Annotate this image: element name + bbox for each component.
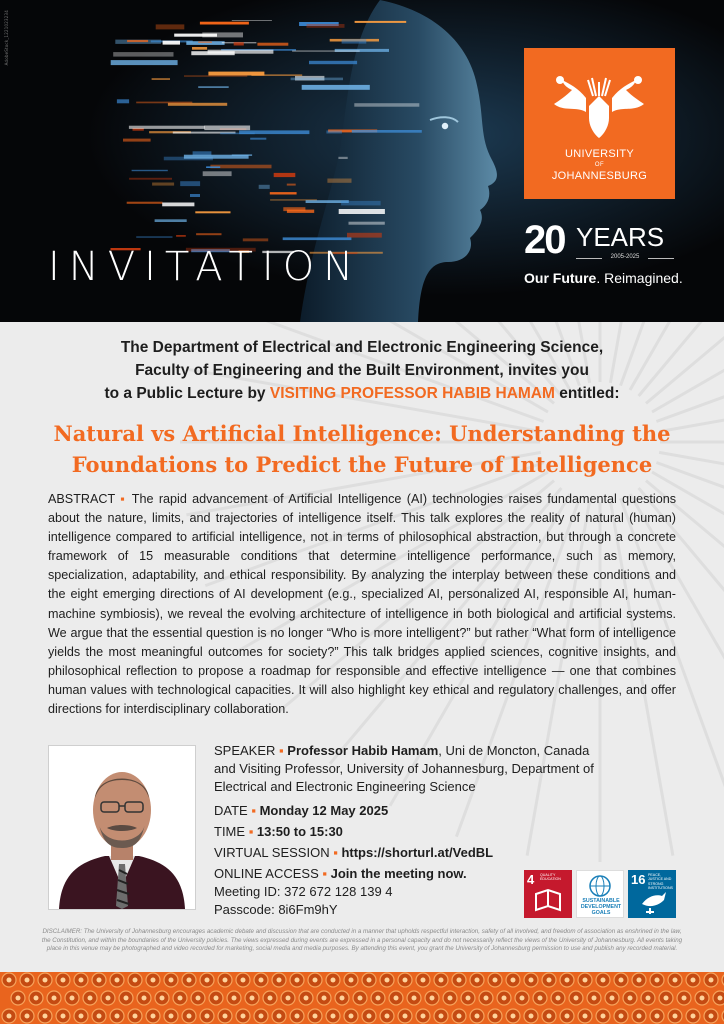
sdg-4-number: 4 bbox=[527, 872, 535, 887]
speaker-label: SPEAKER bbox=[214, 743, 276, 758]
footer-dot-center bbox=[313, 1014, 318, 1019]
anniversary-range: 2005-2025 bbox=[576, 254, 674, 260]
speaker-portrait bbox=[49, 746, 195, 909]
glitch-strip bbox=[113, 52, 173, 57]
glitch-strip bbox=[132, 170, 168, 171]
glitch-strip bbox=[190, 194, 200, 197]
glitch-strip bbox=[257, 43, 288, 46]
footer-dot-center bbox=[169, 978, 174, 983]
footer-dot-center bbox=[529, 978, 534, 983]
glitch-strip bbox=[198, 86, 229, 88]
tagline-rest: . Reimagined. bbox=[596, 270, 683, 286]
online-label: ONLINE ACCESS bbox=[214, 866, 319, 881]
footer-dot-center bbox=[511, 1014, 516, 1019]
footer-dot-center bbox=[70, 996, 75, 1001]
footer-dot-center bbox=[34, 996, 39, 1001]
glitch-strip bbox=[302, 85, 370, 90]
footer-dot-center bbox=[259, 1014, 264, 1019]
speaker-line-2: and Visiting Professor, University of Johannesburg, Department of bbox=[214, 761, 594, 776]
footer-dot-center bbox=[349, 978, 354, 983]
speaker-line-3: Electrical and Electronic Engineering Science bbox=[214, 779, 476, 794]
glitch-strip bbox=[198, 41, 212, 43]
glitch-strip bbox=[200, 22, 249, 25]
footer-dot-center bbox=[250, 996, 255, 1001]
lecture-title-line-1: Natural vs Artificial Intelligence: Understanding the bbox=[53, 421, 671, 446]
glitch-strip bbox=[283, 237, 352, 240]
glitch-strip bbox=[184, 75, 247, 77]
footer-dot-center bbox=[331, 1014, 336, 1019]
footer-dot-center bbox=[295, 1014, 300, 1019]
glitch-strip bbox=[192, 47, 207, 50]
footer-dot-center bbox=[169, 1014, 174, 1019]
footer-dot-center bbox=[295, 978, 300, 983]
footer-dot-center bbox=[79, 978, 84, 983]
footer-dot-center bbox=[475, 978, 480, 983]
glitch-strip bbox=[117, 99, 129, 103]
speaker-photo bbox=[48, 745, 196, 910]
footer-dot-center bbox=[331, 978, 336, 983]
footer-dot-center bbox=[277, 1014, 282, 1019]
footer-dot-center bbox=[214, 996, 219, 1001]
glitch-strip bbox=[174, 34, 217, 37]
abstract bbox=[48, 490, 676, 719]
footer-dot-center bbox=[637, 978, 642, 983]
footer-dot-center bbox=[322, 996, 327, 1001]
footer-dot-center bbox=[601, 978, 606, 983]
footer-pattern bbox=[0, 972, 724, 1024]
intro-line-1: The Department of Electrical and Electronic Engineering Science, bbox=[120, 339, 604, 356]
footer-dot-center bbox=[25, 1014, 30, 1019]
footer-dot-center bbox=[664, 996, 669, 1001]
glitch-strip bbox=[220, 133, 255, 135]
time-row: TIME ▪ 13:50 to 15:30 bbox=[214, 824, 343, 839]
footer-dot-center bbox=[7, 978, 12, 983]
glitch-strip bbox=[309, 61, 357, 64]
date-value: Monday 12 May 2025 bbox=[259, 803, 389, 818]
footer-dot-center bbox=[700, 996, 705, 1001]
footer-dot-center bbox=[349, 1014, 354, 1019]
sdg-16-text: PEACE, JUSTICE AND STRONG INSTITUTIONS bbox=[648, 873, 673, 891]
footer-dot-center bbox=[223, 978, 228, 983]
glitch-strip bbox=[162, 203, 194, 207]
glitch-strip bbox=[152, 183, 174, 186]
footer-dot-center bbox=[25, 978, 30, 983]
glitch-strip bbox=[184, 155, 249, 159]
speaker-affiliation: , Uni de Moncton, Canada bbox=[438, 743, 590, 758]
glitch-strip bbox=[283, 207, 305, 211]
book-icon bbox=[524, 870, 572, 918]
footer-dot-center bbox=[457, 1014, 462, 1019]
glitch-strip bbox=[176, 235, 186, 237]
footer-dot-center bbox=[367, 978, 372, 983]
footer-dot-center bbox=[178, 996, 183, 1001]
tagline bbox=[524, 270, 683, 286]
sdg-4-badge bbox=[524, 870, 572, 918]
glitch-strip bbox=[292, 51, 360, 52]
speaker-name: Professor Habib Hamam bbox=[287, 743, 439, 758]
glitch-strip bbox=[287, 184, 296, 186]
glitch-strip bbox=[274, 173, 296, 177]
glitch-strip bbox=[156, 24, 185, 29]
glitch-strip bbox=[339, 209, 385, 214]
glitch-strip bbox=[203, 171, 232, 176]
footer-dot-center bbox=[160, 996, 165, 1001]
footer-dot-center bbox=[43, 1014, 48, 1019]
glitch-strip bbox=[129, 178, 172, 180]
glitch-strip bbox=[342, 39, 367, 44]
footer-dot-center bbox=[457, 978, 462, 983]
footer-dot-center bbox=[565, 978, 570, 983]
glitch-strip bbox=[347, 233, 382, 238]
footer-dot-center bbox=[403, 978, 408, 983]
footer-dot-center bbox=[637, 1014, 642, 1019]
footer-dot-center bbox=[259, 978, 264, 983]
footer-dot-center bbox=[61, 978, 66, 983]
footer-dot-center bbox=[43, 978, 48, 983]
glitch-strip bbox=[355, 21, 407, 23]
intro-line-3-pre: to a Public Lecture by bbox=[104, 385, 270, 402]
footer-dot-center bbox=[232, 996, 237, 1001]
footer-dot-center bbox=[151, 1014, 156, 1019]
lecture-title bbox=[20, 418, 704, 480]
footer-dot-center bbox=[502, 996, 507, 1001]
footer-dot-center bbox=[646, 996, 651, 1001]
sdg-badges bbox=[524, 870, 676, 918]
glitch-strip bbox=[195, 211, 230, 213]
footer-dot-center bbox=[313, 978, 318, 983]
footer-dot-center bbox=[205, 1014, 210, 1019]
glitch-strip bbox=[123, 139, 151, 142]
footer-dot-center bbox=[583, 1014, 588, 1019]
glitch-strip bbox=[232, 20, 272, 21]
glitch-strip bbox=[196, 233, 221, 235]
intro-line-2: Faculty of Engineering and the Built Environment, invites you bbox=[135, 362, 589, 379]
footer-dot-center bbox=[439, 978, 444, 983]
footer-dot-center bbox=[79, 1014, 84, 1019]
meeting-id: Meeting ID: 372 672 128 139 4 bbox=[214, 884, 393, 899]
footer-dot-center bbox=[475, 1014, 480, 1019]
footer-dot-center bbox=[484, 996, 489, 1001]
footer-dot-center bbox=[574, 996, 579, 1001]
footer-dot-center bbox=[682, 996, 687, 1001]
footer-dot-center bbox=[394, 996, 399, 1001]
footer-dot-center bbox=[709, 978, 714, 983]
footer-dot-center bbox=[691, 1014, 696, 1019]
footer-dot-center bbox=[691, 978, 696, 983]
footer-dot-center bbox=[709, 1014, 714, 1019]
footer-dot-center bbox=[619, 1014, 624, 1019]
footer-dot-center bbox=[358, 996, 363, 1001]
footer-dot-center bbox=[583, 978, 588, 983]
footer-dot-center bbox=[448, 996, 453, 1001]
speaker-highlight: VISITING PROFESSOR HABIB HAMAM bbox=[269, 385, 555, 402]
footer-dot-center bbox=[466, 996, 471, 1001]
logo-of: OF bbox=[594, 162, 605, 168]
university-logo bbox=[524, 48, 675, 199]
online-row: ONLINE ACCESS ▪ Join the meeting now. bbox=[214, 866, 467, 881]
footer-dot-center bbox=[511, 978, 516, 983]
glitch-strip bbox=[250, 138, 266, 140]
footer-dot-center bbox=[403, 1014, 408, 1019]
footer-dot-center bbox=[268, 996, 273, 1001]
footer-dot-center bbox=[439, 1014, 444, 1019]
footer-dot-center bbox=[52, 996, 57, 1001]
footer-dot-center bbox=[493, 1014, 498, 1019]
glitch-strip bbox=[354, 103, 419, 107]
time-label: TIME bbox=[214, 824, 246, 839]
invitation-heading: INVITATION bbox=[48, 244, 363, 290]
footer-dot-center bbox=[385, 978, 390, 983]
footer-dot-center bbox=[385, 1014, 390, 1019]
footer-dot-center bbox=[151, 978, 156, 983]
virtual-row: VIRTUAL SESSION ▪ https://shorturl.at/VedBL bbox=[214, 845, 494, 860]
glitch-strip bbox=[127, 202, 163, 204]
footer-dot-center bbox=[376, 996, 381, 1001]
passcode: Passcode: 8i6Fm9hY bbox=[214, 902, 338, 917]
footer-dot-center bbox=[547, 1014, 552, 1019]
footer-dot-center bbox=[655, 978, 660, 983]
footer-dot-center bbox=[223, 1014, 228, 1019]
glitch-strip bbox=[155, 219, 187, 222]
glitch-strip bbox=[180, 181, 200, 186]
footer-dot-center bbox=[115, 1014, 120, 1019]
footer-dot-center bbox=[619, 978, 624, 983]
intro-text bbox=[40, 336, 684, 405]
intro-line-3-post: entitled: bbox=[554, 385, 620, 402]
logo-johannesburg: JOHANNESBURG bbox=[551, 170, 648, 182]
footer-dot-center bbox=[565, 1014, 570, 1019]
footer-dot-center bbox=[115, 978, 120, 983]
footer-dot-center bbox=[556, 996, 561, 1001]
glitch-strip bbox=[270, 192, 297, 194]
footer-dot-center bbox=[16, 996, 21, 1001]
intro-line-3 bbox=[40, 382, 684, 405]
footer-dot-center bbox=[241, 978, 246, 983]
footer-dot-center bbox=[277, 978, 282, 983]
footer-dot-center bbox=[142, 996, 147, 1001]
footer-dot-center bbox=[538, 996, 543, 1001]
footer-dot-center bbox=[610, 996, 615, 1001]
time-value: 13:50 to 15:30 bbox=[256, 824, 343, 839]
glitch-strip bbox=[129, 126, 205, 129]
footer-dot-center bbox=[286, 996, 291, 1001]
glitch-strip bbox=[204, 126, 250, 131]
anniversary-word: YEARS bbox=[576, 222, 665, 252]
dove-icon bbox=[628, 870, 676, 918]
lecture-title-line-2: Foundations to Predict the Future of Intelligence bbox=[71, 452, 653, 477]
footer-dot-center bbox=[655, 1014, 660, 1019]
glitch-strip bbox=[291, 78, 343, 81]
tagline-bold: Our Future bbox=[524, 270, 597, 286]
glitch-strip bbox=[243, 238, 268, 241]
glitch-strip bbox=[136, 236, 172, 238]
footer-dot-center bbox=[124, 996, 129, 1001]
glitch-strip bbox=[338, 157, 347, 159]
footer-dot-center bbox=[592, 996, 597, 1001]
date-row: DATE ▪ Monday 12 May 2025 bbox=[214, 803, 389, 818]
glitch-strip bbox=[259, 185, 270, 189]
logo-university: UNIVERSITY bbox=[564, 148, 634, 160]
virtual-label: VIRTUAL SESSION bbox=[214, 845, 330, 860]
disclaimer: DISCLAIMER: The University of Johannesburg encourages academic debate and discussion that are conducted in a manner that upholds respectful interaction, safety of all involved, and freedom of association as enshrined in the law, the Constitution, and within the boundaries of the University policies. The views expressed during events are expressed in a personal capacity and do not necessarily reflect the views of the University of Johannesburg. All events taking place in this venue may be photographed and video recorded for marketing, social media and media purposes. By attending this event, you grant the University of Johannesburg permission to use and publish any recorded material. bbox=[41, 928, 683, 952]
date-label: DATE bbox=[214, 803, 248, 818]
footer-dot-center bbox=[421, 978, 426, 983]
glitch-strip bbox=[251, 74, 302, 76]
footer-dot-center bbox=[187, 978, 192, 983]
glitch-strip bbox=[349, 222, 385, 225]
footer-dot-center bbox=[133, 1014, 138, 1019]
footer-dot-center bbox=[412, 996, 417, 1001]
footer-dot-center bbox=[673, 978, 678, 983]
glitch-strip bbox=[307, 24, 345, 28]
glitch-strip bbox=[163, 41, 180, 45]
sdg-16-badge bbox=[628, 870, 676, 918]
footer-dot-center bbox=[205, 978, 210, 983]
uj-birds-emblem bbox=[546, 66, 652, 144]
footer-dot-center bbox=[187, 1014, 192, 1019]
footer-dot-center bbox=[7, 1014, 12, 1019]
glitch-strip bbox=[234, 42, 244, 45]
footer-dot-center bbox=[718, 996, 723, 1001]
abstract-text: The rapid advancement of Artificial Intelligence (AI) technologies raises fundamental questions about the nature, limits, and trajectories of intelligence itself. This talk explores the reality of natural (human) intelligence compared to artificial intelligence, not in terms of philosophical abstraction, but through a concrete framework of 15 measurable conditions that determine intelligence performance, such as memory, specialization, adaptability, and ethical responsibility. By analyzing the interplay between these conditions and the eight emerging directions of AI development (e.g., specialized AI, personalized AI, responsible AI, human-machine symbiosis), we reveal the evolving architecture of intelligence in both biological and artificial systems. We argue that the essential question is no longer “Who is more intelligent?” but rather “What form of intelligence yields the most meaningful outcomes for society?” This talk bridges applied sciences, cognitive insights, and philosophical reflection to propose a roadmap for responsible and effective intelligence — one that combines human values with technological capacities. It will also highlight key ethical and regulatory challenges, and offer directions for interdisciplinary collaboration. bbox=[48, 492, 677, 717]
join-meeting-link[interactable]: Join the meeting now. bbox=[330, 866, 467, 881]
glitch-strip bbox=[327, 179, 351, 183]
glitch-strip bbox=[127, 40, 148, 42]
glitch-strip bbox=[326, 131, 342, 134]
footer-dot-center bbox=[133, 978, 138, 983]
footer-dot-center bbox=[673, 1014, 678, 1019]
un-globe-icon bbox=[577, 871, 623, 901]
footer-dot-center bbox=[97, 1014, 102, 1019]
footer-dot-center bbox=[304, 996, 309, 1001]
sdg-goals-badge bbox=[576, 870, 624, 918]
glitch-strip bbox=[111, 60, 178, 65]
stock-credit: AdobeStock_1221023234 bbox=[4, 10, 9, 66]
glitch-strip bbox=[341, 201, 381, 206]
anniversary-number: 20 bbox=[524, 218, 565, 262]
footer-dot-center bbox=[421, 1014, 426, 1019]
hero-banner bbox=[0, 0, 724, 322]
sdg-goals-text: SUSTAINABLE DEVELOPMENT GOALS bbox=[580, 898, 622, 916]
footer-dot-center bbox=[547, 978, 552, 983]
footer-dot-center bbox=[340, 996, 345, 1001]
footer-dot-center bbox=[61, 1014, 66, 1019]
glitch-strip bbox=[206, 166, 220, 168]
footer-dot-center bbox=[628, 996, 633, 1001]
footer-dot-center bbox=[88, 996, 93, 1001]
glitch-strip bbox=[152, 78, 170, 80]
footer-dot-center bbox=[97, 978, 102, 983]
speaker-row: SPEAKER ▪ Professor Habib Hamam, Uni de Moncton, Canada bbox=[214, 743, 590, 758]
glitch-strip bbox=[352, 130, 422, 133]
footer-dot-center bbox=[196, 996, 201, 1001]
footer-dot-center bbox=[493, 978, 498, 983]
footer-dot-center bbox=[529, 1014, 534, 1019]
glitch-strip bbox=[136, 102, 192, 104]
sdg-4-text: QUALITY EDUCATION bbox=[540, 873, 561, 882]
abstract-label: ABSTRACT bbox=[48, 492, 115, 506]
footer-dot-center bbox=[601, 1014, 606, 1019]
glitch-strip bbox=[191, 51, 234, 55]
footer-dot-center bbox=[241, 1014, 246, 1019]
sdg-16-number: 16 bbox=[631, 872, 646, 887]
abstract-separator: ▪ bbox=[120, 492, 127, 506]
virtual-link[interactable]: https://shorturl.at/VedBL bbox=[341, 845, 494, 860]
footer-dot-center bbox=[106, 996, 111, 1001]
footer-dot-center bbox=[367, 1014, 372, 1019]
footer-dot-center bbox=[520, 996, 525, 1001]
footer-dot-center bbox=[430, 996, 435, 1001]
